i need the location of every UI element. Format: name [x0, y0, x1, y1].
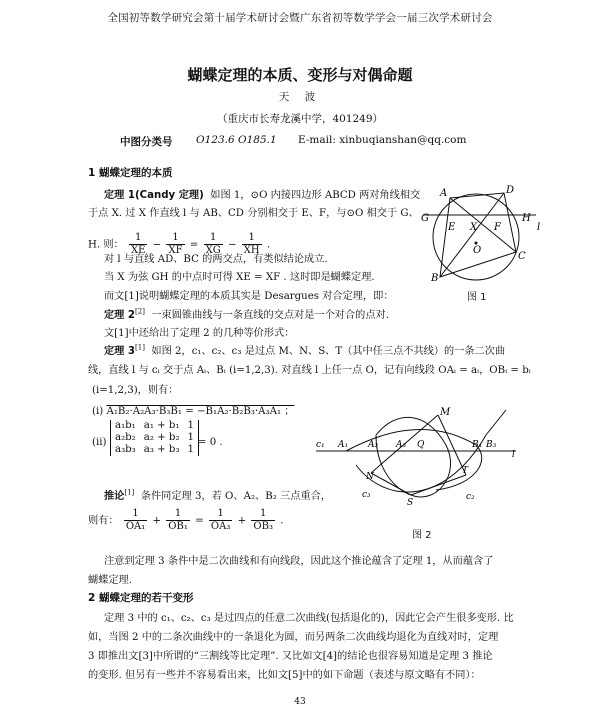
determinant-cell: a₃b₃: [115, 444, 136, 455]
affiliation: （重庆市长寿龙溪中学，401249）: [216, 113, 384, 125]
fig2-label-a3: A₃: [396, 440, 407, 450]
theorem-3-line-3: (i=1,2,3)，则有：: [92, 385, 179, 396]
fig1-label-h: H: [522, 213, 531, 224]
determinant-cell: 1: [187, 420, 195, 431]
author: 天 波: [278, 91, 322, 103]
paragraph-4: 文[1]中还给出了定理 2 的几种等价形式：: [104, 328, 295, 339]
diagonal-bd: [440, 193, 504, 277]
determinant-cell: a₁b₁: [115, 420, 136, 431]
figure-1: [418, 185, 542, 300]
theorem-1-line-3: H. 则： $\frac{1}{XE}$ − $\frac{1}{XF}$ = $\frac{1}{XG}$ − $\frac{1}{XH}$ .: [88, 232, 271, 256]
equation-i: (i) A₁B₂·A₂A₃·B₃B₁ = −B₁A₂·B₂B₃·A₃A₁ ；: [92, 406, 295, 417]
fig1-label-e: E: [448, 222, 456, 233]
equation-ii-label: (ii): [92, 437, 107, 448]
theorem-3-line-1: 定理 3[1] 如图 2，c₁、c₂、c₃ 是过点 M、N、S、T（其中任三点不共线）的一条二次曲: [104, 343, 506, 357]
theorem-1-line-2: 于点 X. 过 X 作直线 l 与 AB、CD 分别相交于 E、F，与⊙O 相交于 G、: [88, 208, 419, 219]
figure-2-caption: 图 2: [412, 530, 432, 541]
fig2-label-l: l: [512, 450, 515, 460]
determinant: [110, 420, 199, 456]
figure-1-caption: 图 1: [467, 292, 487, 303]
clc-value: O123.6 O185.1: [196, 134, 277, 146]
fig2-label-a2: A₂: [368, 440, 379, 450]
fig2-label-c2: c₂: [466, 492, 475, 502]
determinant-cell: 1: [187, 444, 195, 455]
fig2-label-c3: c₃: [362, 490, 371, 500]
paragraph-9: 的变形. 但另有一些并不容易看出来，比如文[5]中的如下命题（表述与原文略有不同）：: [88, 670, 481, 681]
determinant-cell: a₃ + b₃: [143, 444, 180, 455]
paragraph-2: 当 X 为弦 GH 的中点时可得 XE = XF . 这时即是蝴蝶定理.: [104, 272, 375, 283]
quadrilateral-abcd: [440, 193, 516, 277]
paragraph-5: 注意到定理 3 条件中是二次曲线和有向线段，因此这个推论蕴含了定理 1，从而蕴含了: [104, 556, 494, 567]
running-header: 全国初等数学研究会第十届学术研讨会暨广东省初等数学学会一届三次学术研讨会: [107, 12, 493, 24]
fig1-label-f: F: [494, 222, 501, 233]
fig2-label-q: Q: [417, 440, 425, 450]
section-2-heading: 2 蝴蝶定理的若干变形: [88, 592, 194, 604]
determinant-cell: 1: [187, 432, 195, 443]
fig2-label-t: T: [462, 466, 469, 476]
fig2-label-n: N: [366, 472, 374, 482]
paper-title: 蝴蝶定理的本质、变形与对偶命题: [187, 66, 413, 84]
fig1-label-a: A: [440, 188, 448, 199]
fig1-label-d: D: [506, 185, 515, 196]
fig1-label-b: B: [431, 273, 439, 284]
page-number: 43: [294, 697, 306, 707]
fig2-label-c1: c₁: [316, 440, 325, 450]
theorem-3-line-2: 线，直线 l 与 cᵢ 交于点 Aᵢ、Bᵢ (i=1,2,3). 对直线 l 上任一点 O，记有向线段 OAᵢ = aᵢ，OBᵢ = bᵢ: [88, 365, 531, 376]
determinant-cell: a₂ + b₂: [143, 432, 180, 443]
paragraph-6: 定理 3 中的 c₁、c₂、c₃ 是过四点的任意二次曲线(包括退化的)，因此它会产生很多变形. 比: [104, 613, 514, 624]
fig1-label-x: X: [470, 222, 478, 233]
determinant-row: [111, 432, 199, 444]
paragraph-3: 而文[1]说明蝴蝶定理的本质其实是 Desargues 对合定理，即：: [104, 291, 394, 302]
paragraph-7: 如，当图 2 中的二条次曲线中的一条退化为圆，而另两条二次曲线均退化为直线对时，定理: [88, 632, 499, 643]
fig2-label-b1: B₁: [472, 440, 483, 450]
fig2-label-m: M: [440, 407, 451, 418]
fig1-label-c: C: [518, 251, 526, 262]
fig2-label-a1: A₁: [338, 440, 349, 450]
determinant-cell: a₁ + b₁: [143, 420, 180, 431]
determinant-row: [111, 420, 199, 432]
paragraph-1: 对 l 与直线 AD、BC 的两交点，有类似结论成立.: [104, 254, 328, 265]
corollary: 推论[1] 条件同定理 3，若 O、A₂、B₂ 三点重合，: [104, 488, 331, 502]
paragraph-5b: 蝴蝶定理.: [88, 575, 132, 586]
determinant-cell: a₂b₂: [115, 432, 136, 443]
clc-label: 中图分类号: [120, 136, 173, 148]
paragraph-8: 3 即推出文[3]中所谓的“三割线等比定理”. 又比如文[4]的结论也很容易知道是定理 3 推论: [88, 651, 493, 662]
determinant-row: [111, 444, 199, 456]
theorem-2: 定理 2[2] 一束圆锥曲线与一条直线的交点对是一个对合的点对.: [104, 307, 389, 321]
section-1-heading: 1 蝴蝶定理的本质: [88, 167, 173, 179]
circle-o: [433, 194, 519, 280]
determinant-equals: = 0 .: [198, 437, 223, 448]
fig1-label-o: O: [473, 245, 482, 256]
fig2-label-s: S: [407, 498, 414, 508]
corollary-equation: 则有： $\frac{1}{\text{OA₁}}$ + $\frac{1}{\text{OB₁}}$ = $\frac{1}{\text{OA₃}}$ + $\frac{1}{\text{OB₃}}$ .: [88, 508, 284, 532]
fig1-label-g: G: [421, 213, 429, 224]
email: E-mail: xinbuqianshan@qq.com: [298, 134, 467, 146]
theorem-1-line-1: 定理 1(Candy 定理) 如图 1，⊙O 内接四边形 ABCD 两对角线相交: [104, 190, 421, 201]
fig2-label-b3: B₃: [486, 440, 497, 450]
figure-2: [316, 405, 526, 510]
fig1-label-l: l: [537, 222, 541, 233]
